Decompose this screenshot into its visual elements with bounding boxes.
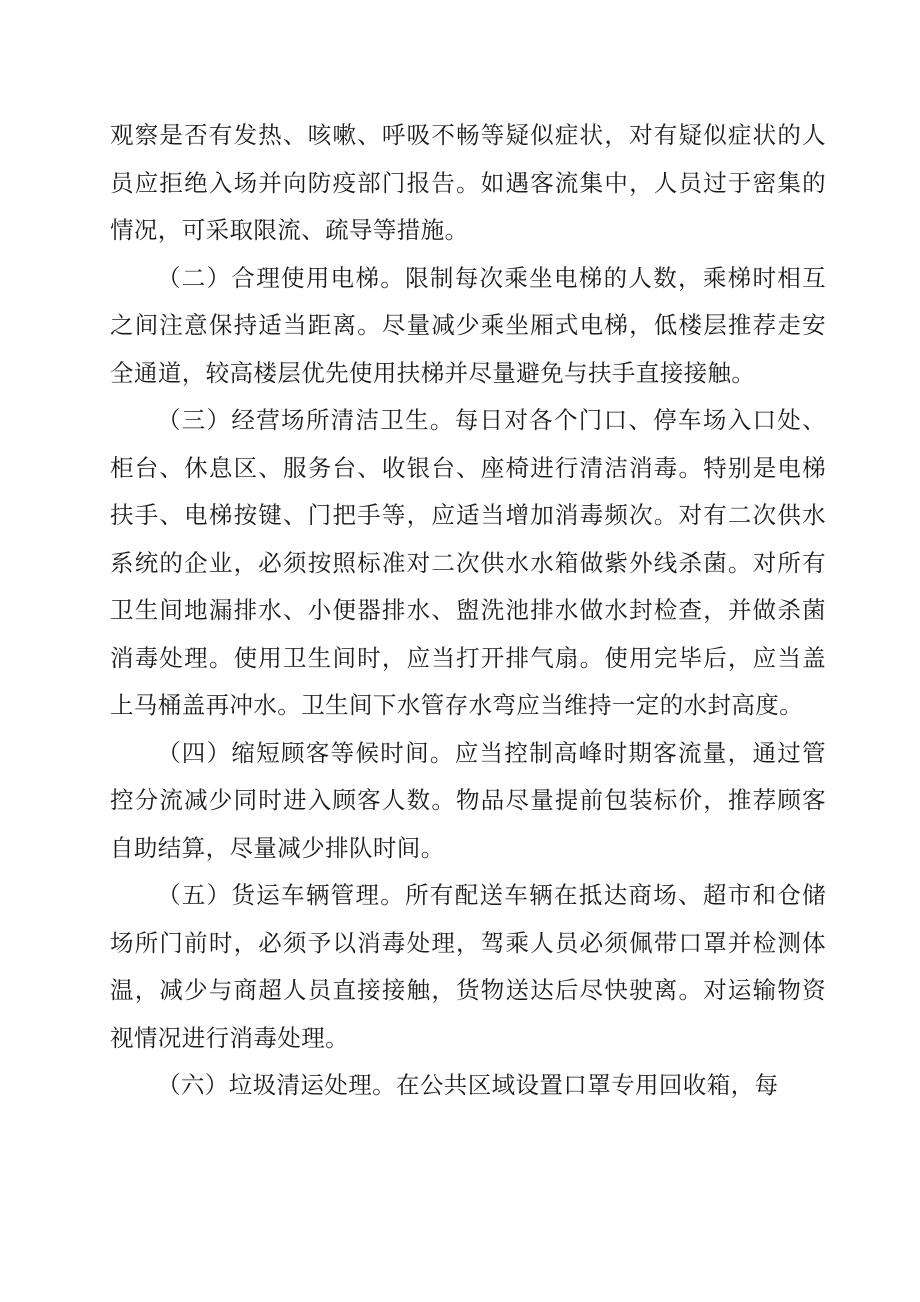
paragraph-continuation: 观察是否有发热、咳嗽、呼吸不畅等疑似症状，对有疑似症状的人员应拒绝入场并向防疫部门报告。如遇客流集中，人员过于密集的情况，可采取限流、疏导等措施。 — [110, 121, 826, 244]
paragraph-venue-cleaning: （三）经营场所清洁卫生。每日对各个门口、停车场入口处、柜台、休息区、服务台、收银台、座椅进行清洁消毒。特别是电梯扶手、电梯按键、门把手等，应适当增加消毒频次。对有二次供水系统的企业，必须按照标准对二次供水水箱做紫外线杀菌。对所有卫生间地漏排水、小便器排水、盥洗池排水做水封检查，并做杀菌消毒处理。使用卫生间时，应当打开排气扇。使用完毕后，应当盖上马桶盖再冲水。卫生间下水管存水弯应当维持一定的水封高度。 — [110, 406, 826, 719]
paragraph-garbage-disposal: （六）垃圾清运处理。在公共区域设置口罩专用回收箱，每 — [157, 1071, 779, 1099]
document-body — [110, 112, 826, 1110]
paragraph-freight-vehicles: （五）货运车辆管理。所有配送车辆在抵达商场、超市和仓储场所门前时，必须予以消毒处理，驾乘人员必须佩带口罩并检测体温，减少与商超人员直接接触，货物送达后尽快驶离。对运输物资视情况进行消毒处理。 — [110, 881, 826, 1052]
paragraph-waiting-time: （四）缩短顾客等候时间。应当控制高峰时期客流量，通过管控分流减少同时进入顾客人数。物品尽量提前包装标价，推荐顾客自助结算，尽量减少排队时间。 — [110, 738, 826, 862]
paragraph-elevator-use: （二）合理使用电梯。限制每次乘坐电梯的人数，乘梯时相互之间注意保持适当距离。尽量减少乘坐厢式电梯，低楼层推荐走安全通道，较高楼层优先使用扶梯并尽量避免与扶手直接接触。 — [110, 263, 826, 387]
